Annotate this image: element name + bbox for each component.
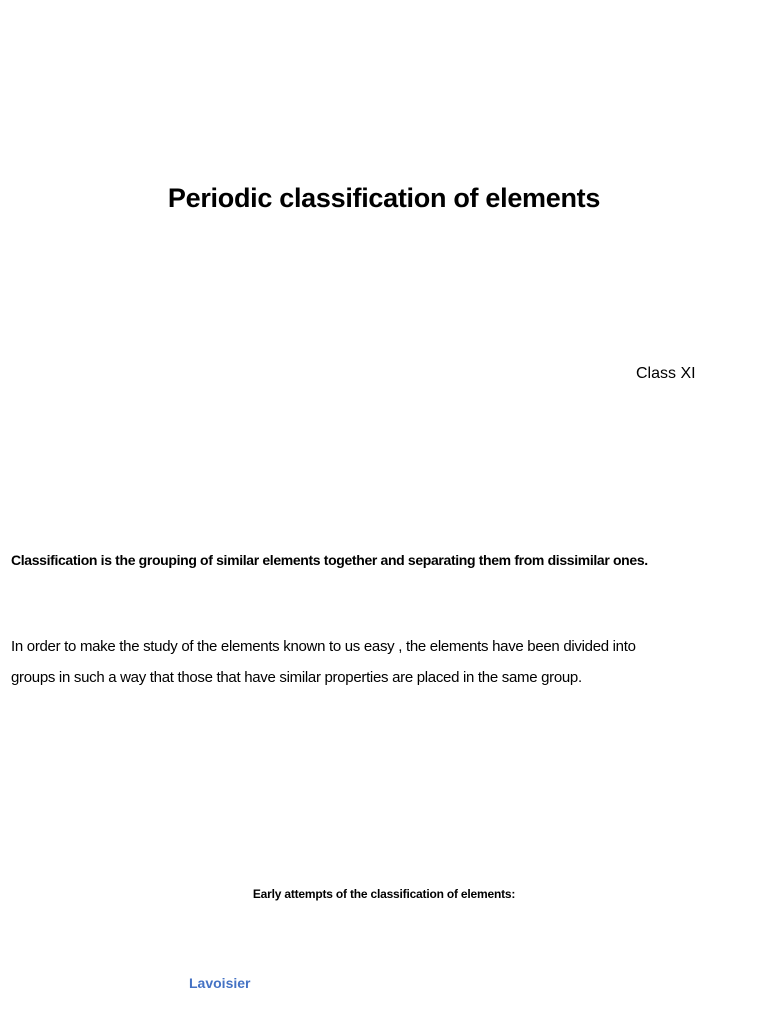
- section-subheading: Early attempts of the classification of elements:: [252, 887, 516, 901]
- class-label: Class XI: [636, 365, 696, 382]
- paragraph-line: groups in such a way that those that have similar properties are placed in the same group.: [11, 669, 582, 686]
- definition-text: Classification is the grouping of similar elements together and separating them from dissimilar ones.: [11, 552, 648, 568]
- page-title: Periodic classification of elements: [167, 183, 601, 213]
- intro-paragraph: [11, 631, 636, 693]
- paragraph-line: In order to make the study of the elements known to us easy , the elements have been divided into: [11, 638, 636, 655]
- scientist-heading: Lavoisier: [189, 975, 251, 991]
